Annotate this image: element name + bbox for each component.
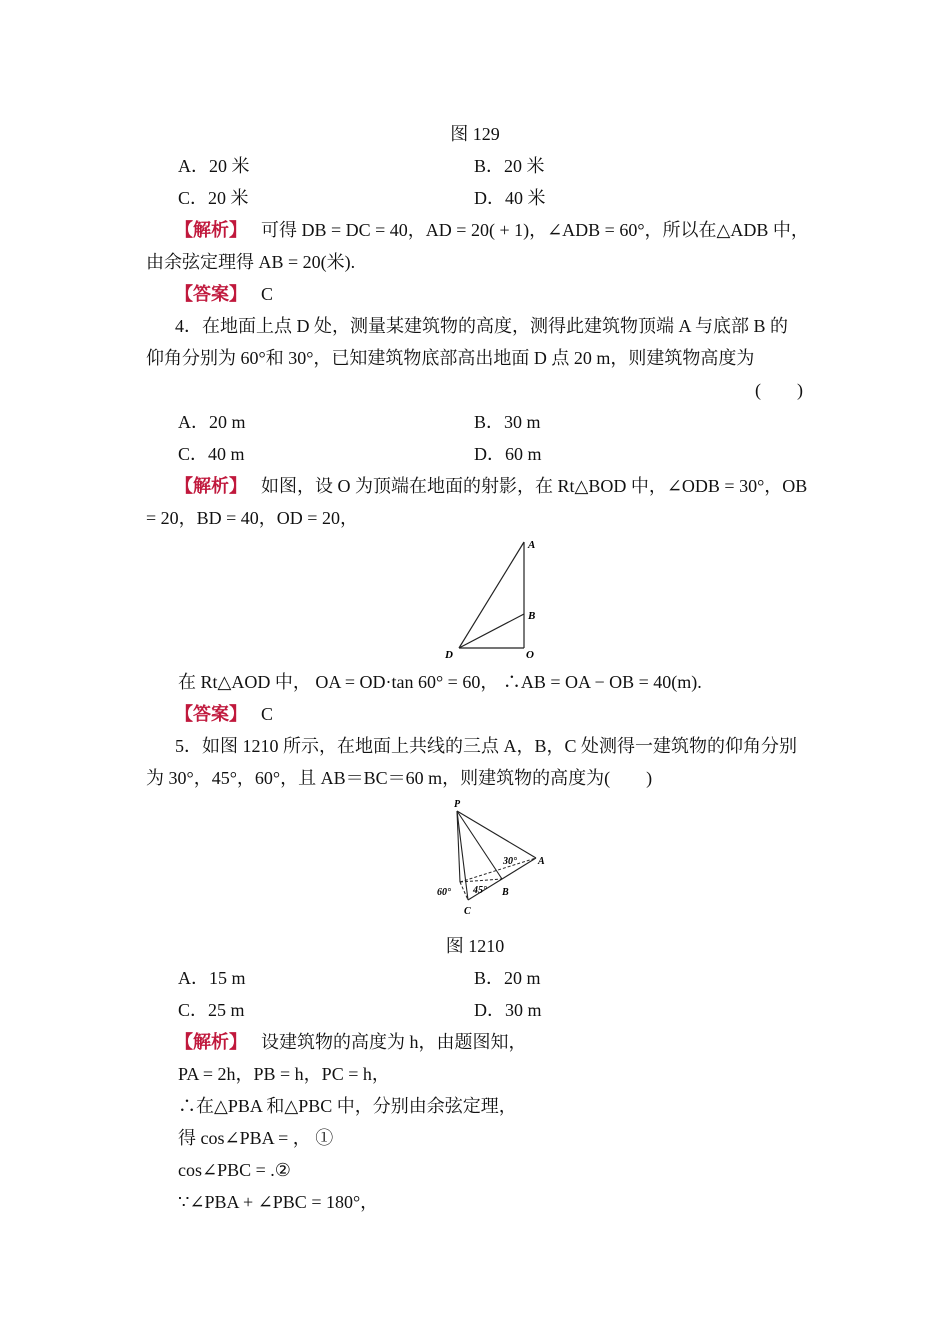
q5-step-2: ∴在△PBA 和△PBC 中，分别由余弦定理， bbox=[178, 1096, 517, 1116]
label-d: D bbox=[445, 649, 453, 661]
label-b: B bbox=[528, 610, 536, 622]
line-da bbox=[459, 542, 524, 648]
q3-analysis-line2: 由余弦定理得 AB = 20(米). bbox=[146, 252, 356, 272]
label-b: B bbox=[502, 887, 509, 898]
q4-analysis-line1: 如图，设 O 为顶端在地面的射影，在 Rt△BOD 中，∠ODB = 30°，OB bbox=[261, 476, 808, 496]
q3-analysis bbox=[175, 218, 809, 242]
q4-after-figure: 在 Rt△AOD 中， OA = OD·tan 60° = 60， ∴AB = OA − OB = 40(m). bbox=[178, 672, 702, 692]
q5-analysis bbox=[175, 1030, 527, 1054]
q3-option-d: D．40 米 bbox=[474, 188, 546, 208]
q5-analysis-intro: 设建筑物的高度为 h，由题图知， bbox=[261, 1032, 527, 1052]
analysis-tag: 【解析】 bbox=[175, 220, 247, 240]
q4-stem-line2: 仰角分别为 60°和 30°，已知建筑物底部高出地面 D 点 20 m，则建筑物高度为 bbox=[146, 348, 755, 368]
label-angle-60: 60° bbox=[437, 887, 451, 898]
q4-option-a: A．20 m bbox=[178, 412, 246, 432]
q4-figure bbox=[440, 534, 550, 662]
q3-option-b: B．20 米 bbox=[474, 156, 545, 176]
q4-analysis-line2: = 20，BD = 40，OD = 20， bbox=[146, 508, 358, 528]
q4-option-d: D．60 m bbox=[474, 444, 542, 464]
q3-analysis-line1: 可得 DB = DC = 40，AD = 20( + 1)，∠ADB = 60°，所以在△ADB 中， bbox=[261, 220, 809, 240]
q3-answer bbox=[175, 282, 273, 306]
q3-option-c: C．20 米 bbox=[178, 188, 249, 208]
analysis-tag: 【解析】 bbox=[175, 476, 247, 496]
line-pa bbox=[457, 811, 536, 858]
label-a: A bbox=[528, 539, 536, 551]
label-a: A bbox=[538, 856, 545, 867]
q4-stem-line1: 4．在地面上点 D 处，测量某建筑物的高度，测得此建筑物顶端 A 与底部 B 的 bbox=[175, 316, 789, 336]
q5-figure bbox=[432, 796, 552, 922]
answer-tag: 【答案】 bbox=[175, 704, 247, 724]
figure-129-caption: 图 129 bbox=[450, 124, 500, 144]
q4-option-b: B．30 m bbox=[474, 412, 541, 432]
q4-analysis bbox=[175, 474, 807, 498]
q5-option-a: A．15 m bbox=[178, 968, 246, 988]
q5-step-1: PA = 2h，PB = h，PC = h， bbox=[178, 1064, 390, 1084]
label-p: P bbox=[454, 799, 461, 810]
q5-option-b: B．20 m bbox=[474, 968, 541, 988]
q5-stem-line2: 为 30°，45°，60°，且 AB＝BC＝60 m，则建筑物的高度为( ) bbox=[146, 768, 653, 788]
q5-option-c: C．25 m bbox=[178, 1000, 245, 1020]
q3-answer-value: C bbox=[261, 284, 274, 304]
label-angle-45: 45° bbox=[473, 885, 487, 896]
label-c: C bbox=[464, 906, 471, 917]
q4-answer-bracket: ( ) bbox=[755, 380, 803, 400]
q5-stem-line1: 5．如图 1210 所示，在地面上共线的三点 A，B，C 处测得一建筑物的仰角分别 bbox=[175, 736, 798, 756]
answer-tag: 【答案】 bbox=[175, 284, 247, 304]
label-angle-30: 30° bbox=[503, 856, 517, 867]
analysis-tag: 【解析】 bbox=[175, 1032, 247, 1052]
q5-option-d: D．30 m bbox=[474, 1000, 542, 1020]
line-foot-a bbox=[460, 858, 536, 882]
q3-option-a: A．20 米 bbox=[178, 156, 250, 176]
q5-step-5: ∵∠PBA + ∠PBC = 180°， bbox=[178, 1192, 379, 1212]
q5-step-3: 得 cos∠PBA = ， ① bbox=[178, 1128, 334, 1148]
q4-option-c: C．40 m bbox=[178, 444, 245, 464]
q4-answer bbox=[175, 702, 273, 726]
label-o: O bbox=[526, 649, 534, 661]
q4-answer-value: C bbox=[261, 704, 274, 724]
q5-step-4: cos∠PBC = .② bbox=[178, 1160, 291, 1180]
figure-1210-caption: 图 1210 bbox=[445, 936, 505, 956]
